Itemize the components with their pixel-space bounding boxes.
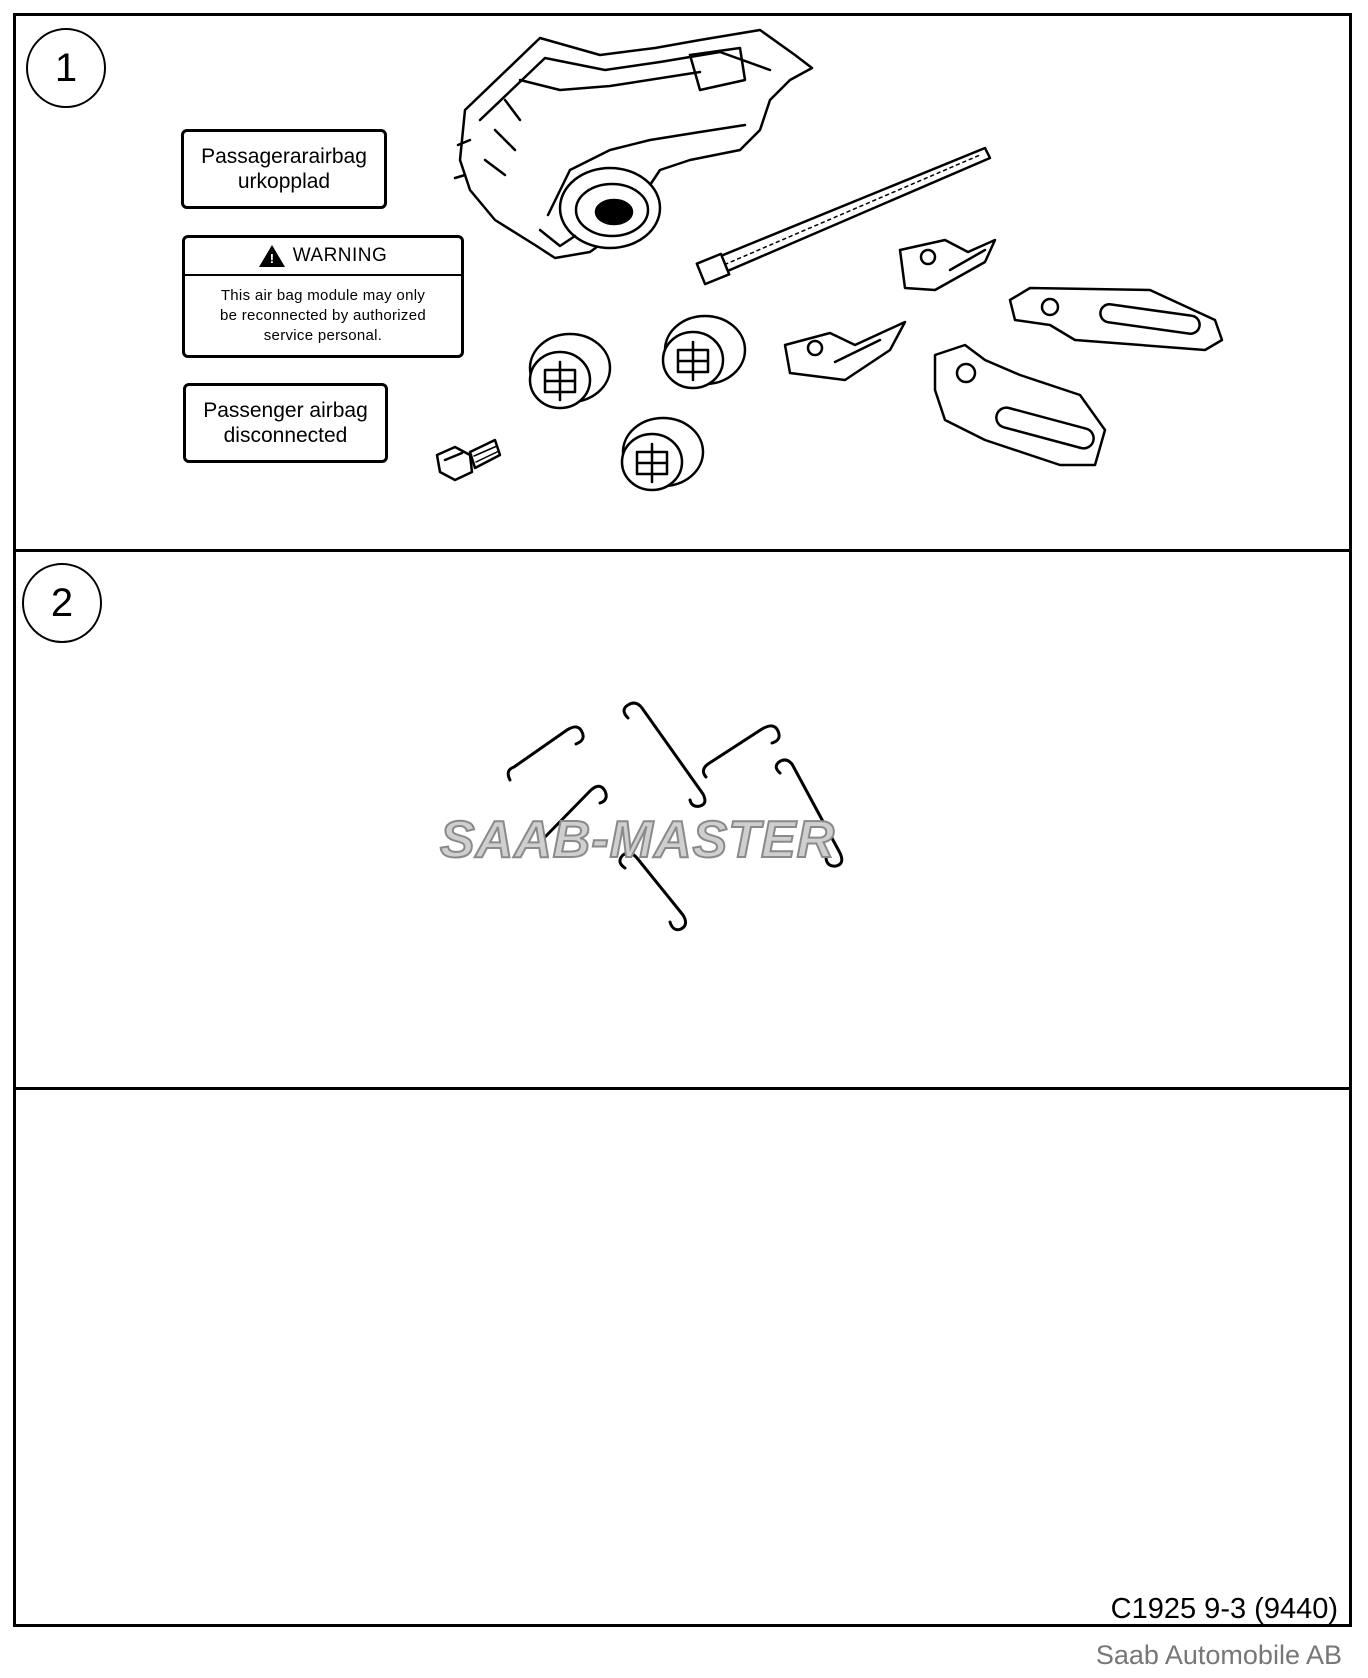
slotted-bracket-icon	[935, 345, 1105, 465]
warning-line3: service personal.	[263, 327, 383, 344]
warning-line1: This air bag module may only	[220, 287, 426, 304]
step-number-1: 1	[26, 28, 106, 108]
airbag-module-icon	[455, 30, 812, 258]
english-label-line1: Passenger airbag	[203, 399, 368, 422]
push-clip-icon	[622, 418, 703, 490]
bolt-icon	[437, 440, 500, 480]
swedish-label-line1: Passagerarairbag	[201, 145, 367, 168]
publisher-footer: Saab Automobile AB	[1095, 1640, 1342, 1670]
english-label-line2: disconnected	[223, 424, 348, 447]
push-clip-icon	[663, 316, 745, 388]
push-clip-icon	[530, 334, 610, 408]
warning-heading-text: WARNING	[292, 245, 388, 266]
diagram-reference: C1925 9-3 (9440)	[1110, 1593, 1338, 1625]
watermark-text: SAAB-MASTER	[440, 811, 836, 869]
warning-line2: be reconnected by authorized	[219, 307, 427, 324]
swedish-label-line2: urkopplad	[237, 170, 331, 193]
slotted-bracket-icon	[1010, 288, 1222, 350]
warning-triangle-icon: !	[259, 245, 285, 267]
small-bracket-icon	[785, 322, 905, 380]
small-bracket-icon	[900, 240, 995, 290]
step-number-2: 2	[22, 563, 102, 643]
